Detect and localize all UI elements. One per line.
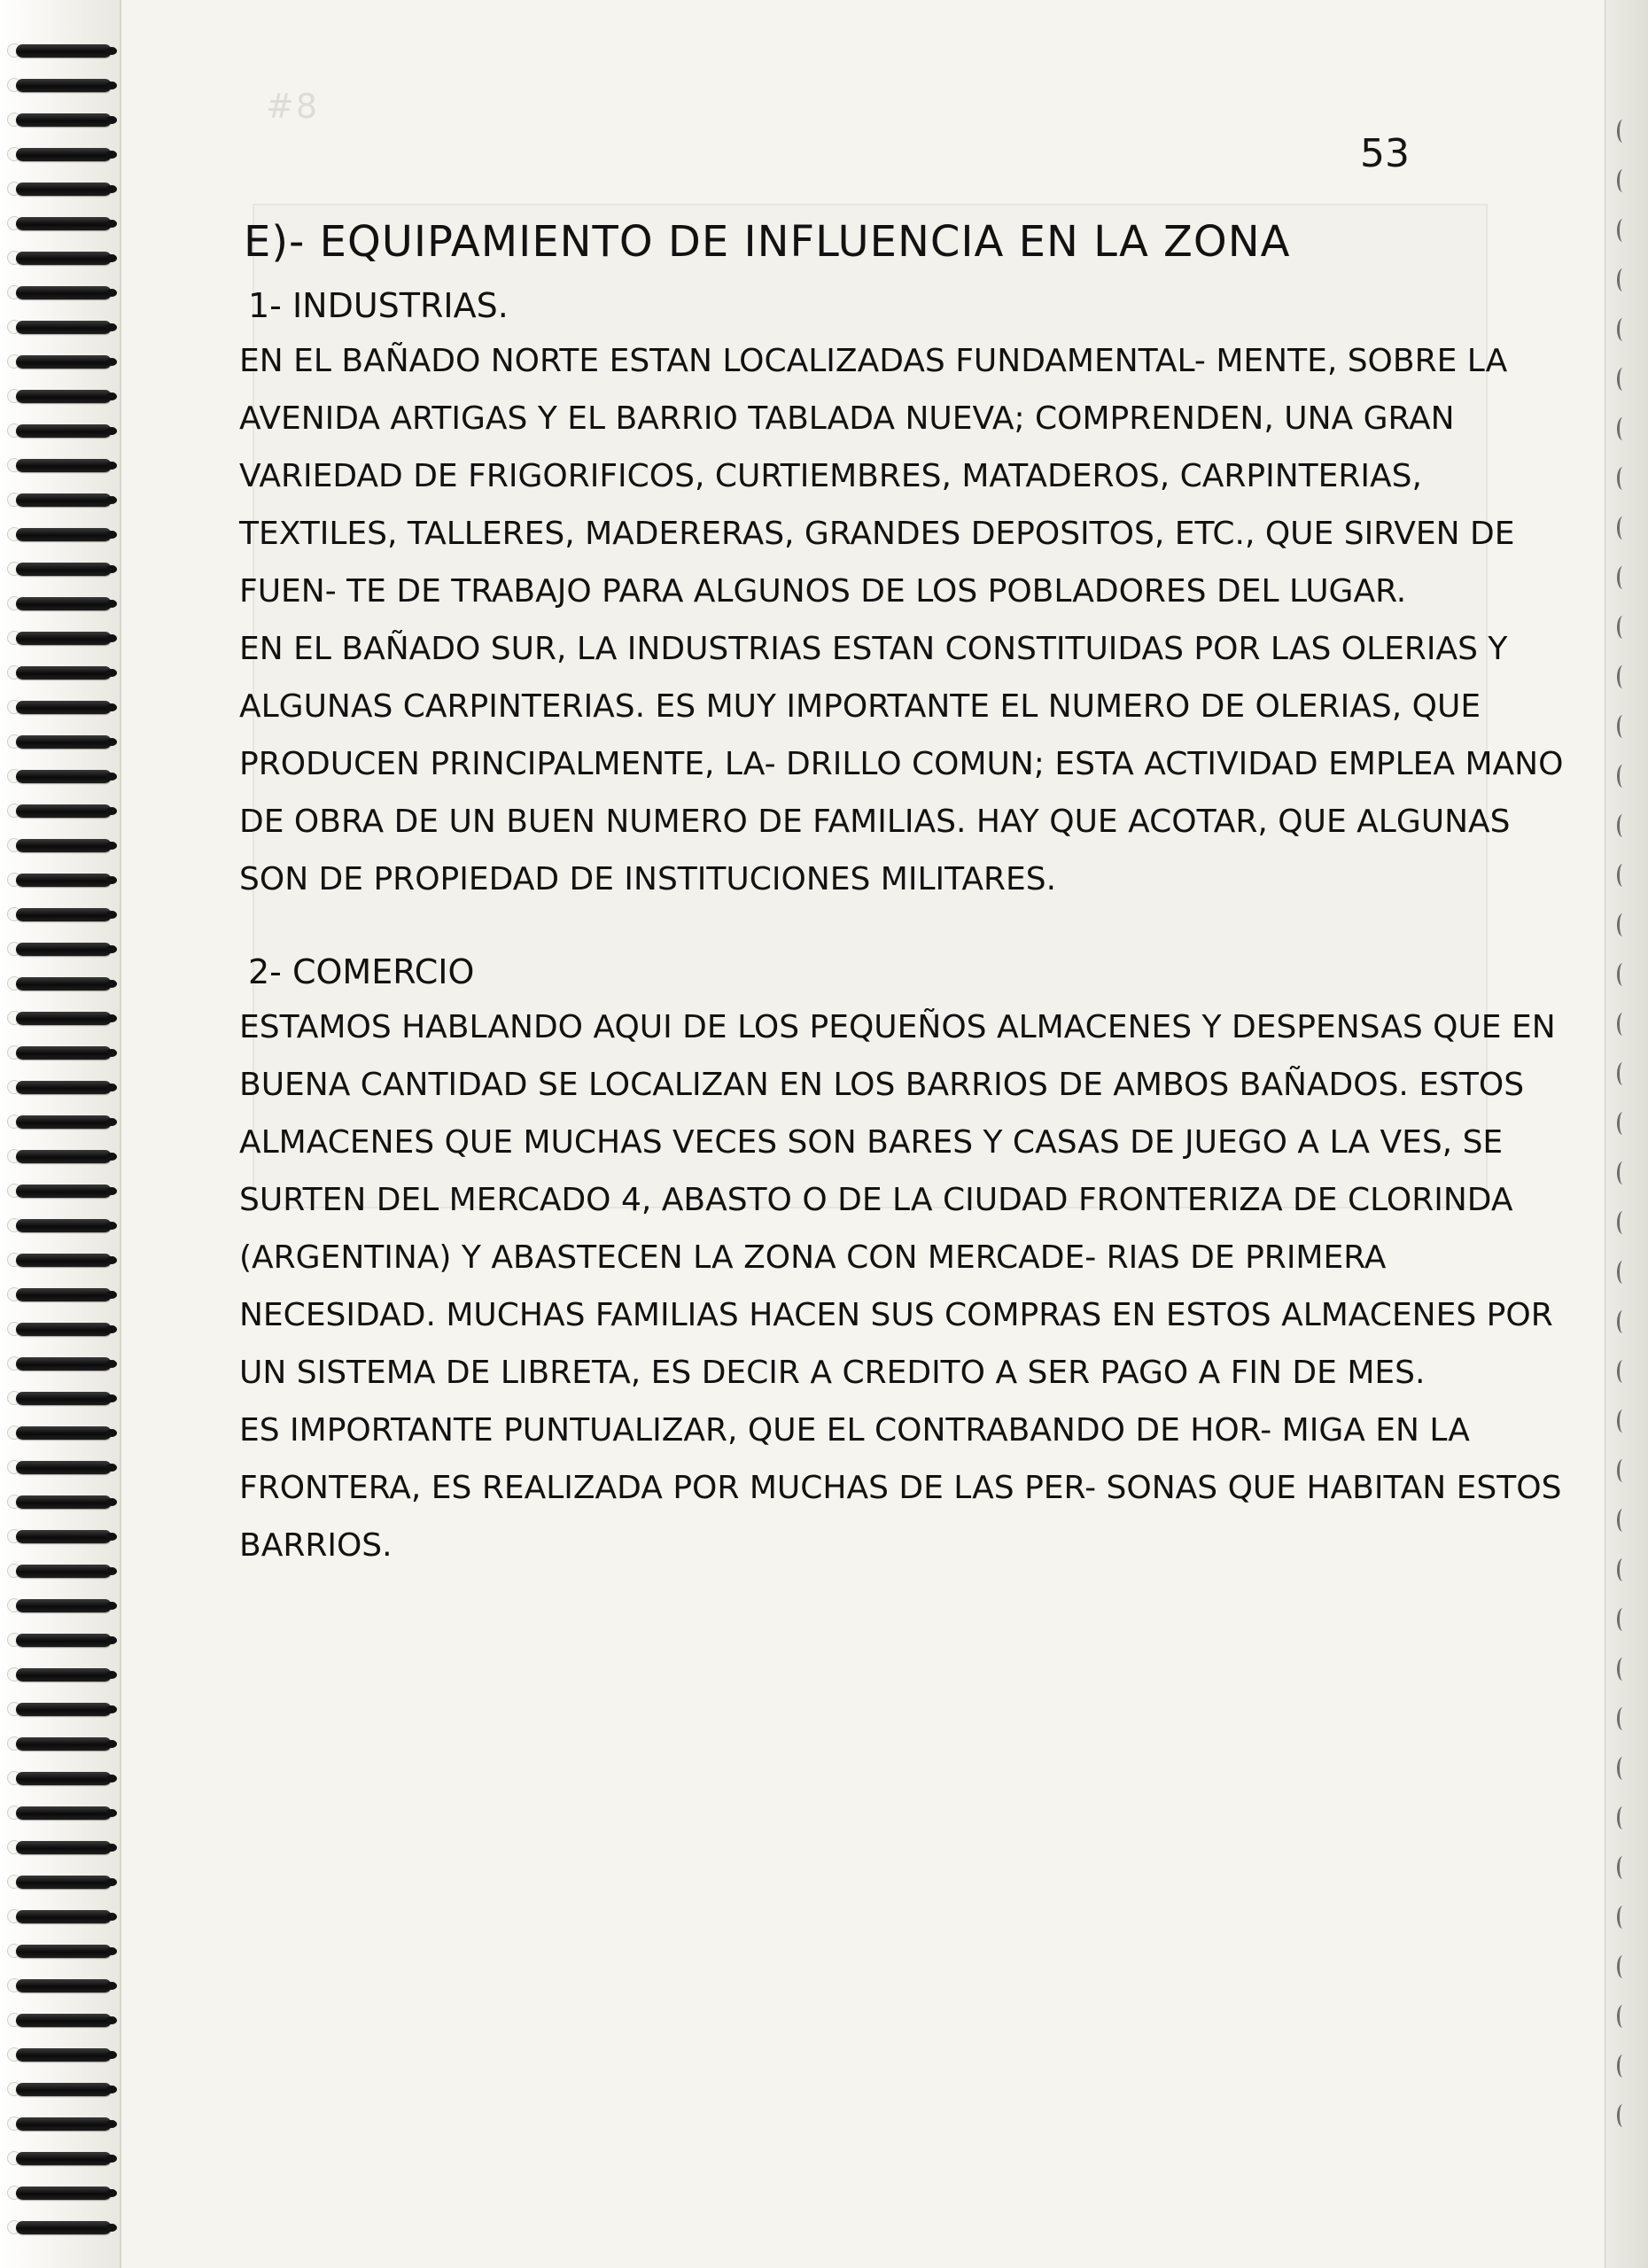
spiral-coil: [16, 770, 112, 783]
spiral-coil: [16, 1046, 112, 1060]
spiral-coil: [16, 1081, 112, 1094]
edge-mark: [1617, 1261, 1629, 1284]
edge-mark: [1617, 814, 1629, 837]
edge-mark: [1617, 1658, 1629, 1681]
spiral-coil: [16, 874, 112, 887]
edge-mark: [1617, 1161, 1629, 1184]
spiral-coil: [16, 424, 112, 438]
spiral-coil: [16, 2152, 112, 2165]
edge-mark: [1617, 2005, 1629, 2028]
section-heading-comercio: 2- COMERCIO: [248, 952, 475, 991]
spiral-coil: [16, 493, 112, 507]
edge-mark: [1617, 2054, 1629, 2078]
edge-mark: [1617, 1608, 1629, 1631]
bleed-through-number: #8: [266, 87, 320, 126]
spiral-coil: [16, 1219, 112, 1232]
edge-mark: [1617, 467, 1629, 490]
edge-mark: [1617, 1459, 1629, 1482]
spiral-binding: [0, 0, 121, 2268]
edge-mark: [1617, 1955, 1629, 1978]
spiral-coil: [16, 79, 112, 92]
paragraph-industrias-sur: EN EL BAÑADO SUR, LA INDUSTRIAS ESTAN CONSTITUIDAS POR LAS OLERIAS Y ALGUNAS CARPINTERIAS. ES MUY IMPORTANTE EL NUMERO DE OLERIAS, QUE PRODUCEN PRINCIPALMENTE, LA- DRILLO COMUN; ESTA ACTIVIDAD EMPLEA MANO DE OBRA DE UN BUEN NUMERO DE FAMILIAS. HAY QUE ACOTAR, QUE ALGUNAS SON DE PROPIEDAD DE INSTITUCIONES MILITARES.: [239, 631, 1564, 897]
spiral-coil: [16, 1945, 112, 1958]
edge-mark: [1617, 1013, 1629, 1036]
page-title: E)- EQUIPAMIENTO DE INFLUENCIA EN LA ZONA: [244, 217, 1291, 267]
edge-mark: [1617, 1856, 1629, 1879]
spiral-coil: [16, 2083, 112, 2096]
spiral-coil: [16, 1910, 112, 1923]
spiral-coil: [16, 1323, 112, 1336]
spiral-coil: [16, 1150, 112, 1163]
spiral-coil: [16, 977, 112, 990]
edge-mark: [1617, 1558, 1629, 1581]
section-heading-industrias: 1- INDUSTRIAS.: [248, 286, 509, 325]
edge-mark: [1617, 1211, 1629, 1234]
spiral-coil: [16, 908, 112, 921]
edge-mark: [1617, 1360, 1629, 1383]
edge-mark: [1617, 1757, 1629, 1780]
spiral-coil: [16, 183, 112, 196]
spiral-coil: [16, 252, 112, 265]
spiral-coil: [16, 2221, 112, 2234]
spiral-coil: [16, 355, 112, 369]
spiral-coil: [16, 1184, 112, 1198]
spiral-coil: [16, 459, 112, 472]
spiral-coil: [16, 1737, 112, 1751]
edge-mark: [1617, 566, 1629, 589]
page-edge: [1605, 0, 1648, 2268]
spiral-coil: [16, 113, 112, 127]
spiral-coil: [16, 735, 112, 749]
edge-mark: [1617, 963, 1629, 986]
spiral-coil: [16, 1772, 112, 1785]
edge-mark: [1617, 1062, 1629, 1085]
edge-mark: [1617, 715, 1629, 738]
spiral-coil: [16, 1841, 112, 1854]
spiral-coil: [16, 1495, 112, 1509]
spiral-coil: [16, 597, 112, 610]
spiral-coil: [16, 286, 112, 299]
spiral-coil: [16, 804, 112, 818]
spiral-coil: [16, 1599, 112, 1612]
edge-mark: [1617, 1707, 1629, 1730]
spiral-coil: [16, 217, 112, 230]
spiral-coil: [16, 1392, 112, 1405]
spiral-coil: [16, 390, 112, 403]
spiral-coil: [16, 1357, 112, 1371]
spiral-coil: [16, 563, 112, 576]
spiral-coil: [16, 1426, 112, 1440]
spiral-coil: [16, 1806, 112, 1820]
edge-mark: [1617, 417, 1629, 440]
spiral-coil: [16, 1288, 112, 1301]
spiral-coil: [16, 2048, 112, 2062]
edge-mark: [1617, 665, 1629, 688]
spiral-coil: [16, 1979, 112, 1992]
spiral-coil: [16, 44, 112, 58]
spiral-coil: [16, 1012, 112, 1025]
edge-mark: [1617, 864, 1629, 887]
page-number: 53: [1360, 131, 1410, 176]
edge-mark: [1617, 169, 1629, 192]
edge-mark: [1617, 765, 1629, 788]
edge-mark: [1617, 120, 1629, 143]
edge-mark: [1617, 1509, 1629, 1532]
spiral-coil: [16, 701, 112, 714]
spiral-coil: [16, 2186, 112, 2200]
spiral-coil: [16, 2117, 112, 2131]
edge-mark: [1617, 517, 1629, 540]
edge-mark: [1617, 1906, 1629, 1929]
spiral-coil: [16, 1530, 112, 1543]
spiral-coil: [16, 1461, 112, 1474]
spiral-coil: [16, 1668, 112, 1682]
spiral-coil: [16, 2014, 112, 2027]
spiral-coil: [16, 839, 112, 852]
spiral-coil: [16, 1565, 112, 1578]
paragraph-industrias-norte: EN EL BAÑADO NORTE ESTAN LOCALIZADAS FUNDAMENTAL- MENTE, SOBRE LA AVENIDA ARTIGAS Y EL BARRIO TABLADA NUEVA; COMPRENDEN, UNA GRAN VARIEDAD DE FRIGORIFICOS, CURTIEMBRES, MATADEROS, CARPINTERIAS, TEXTILES, TALLERES, MADERERAS, GRANDES DEPOSITOS, ETC., QUE SIRVEN DE FUEN- TE DE TRABAJO PARA ALGUNOS DE LOS POBLADORES DEL LUGAR.: [239, 343, 1515, 610]
edge-mark: [1617, 1806, 1629, 1829]
spiral-coil: [16, 666, 112, 680]
edge-mark: [1617, 368, 1629, 391]
edge-mark: [1617, 318, 1629, 341]
spiral-coil: [16, 1876, 112, 1889]
paragraph-comercio-almacenes: ESTAMOS HABLANDO AQUI DE LOS PEQUEÑOS ALMACENES Y DESPENSAS QUE EN BUENA CANTIDAD SE LOCALIZAN EN LOS BARRIOS DE AMBOS BAÑADOS. ESTOS ALMACENES QUE MUCHAS VECES SON BARES Y CASAS DE JUEGO A LA VES, SE SURTEN DEL MERCADO 4, ABASTO O DE LA CIUDAD FRONTERIZA DE CLORINDA (ARGENTINA) Y ABASTECEN LA ZONA CON MERCADE- RIAS DE PRIMERA NECESIDAD. MUCHAS FAMILIAS HACEN SUS COMPRAS EN ESTOS ALMACENES POR UN SISTEMA DE LIBRETA, ES DECIR A CREDITO A SER PAGO A FIN DE MES.: [239, 1009, 1556, 1391]
spiral-coil: [16, 321, 112, 334]
edge-mark: [1617, 1410, 1629, 1433]
edge-mark: [1617, 268, 1629, 291]
edge-mark: [1617, 2104, 1629, 2127]
handwritten-text: [226, 217, 1573, 1574]
edge-mark: [1617, 1112, 1629, 1135]
spiral-coil: [16, 943, 112, 956]
edge-mark: [1617, 1310, 1629, 1333]
spiral-coil: [16, 1703, 112, 1716]
spiral-coil: [16, 1115, 112, 1129]
edge-mark: [1617, 219, 1629, 242]
spiral-coil: [16, 632, 112, 645]
spiral-coil: [16, 528, 112, 541]
spiral-coil: [16, 148, 112, 161]
edge-mark: [1617, 913, 1629, 936]
spiral-coil: [16, 1634, 112, 1647]
spiral-coil: [16, 1254, 112, 1267]
paragraph-comercio-contrabando: ES IMPORTANTE PUNTUALIZAR, QUE EL CONTRABANDO DE HOR- MIGA EN LA FRONTERA, ES REALIZADA POR MUCHAS DE LAS PER- SONAS QUE HABITAN ESTOS BARRIOS.: [239, 1412, 1562, 1564]
edge-mark: [1617, 616, 1629, 639]
